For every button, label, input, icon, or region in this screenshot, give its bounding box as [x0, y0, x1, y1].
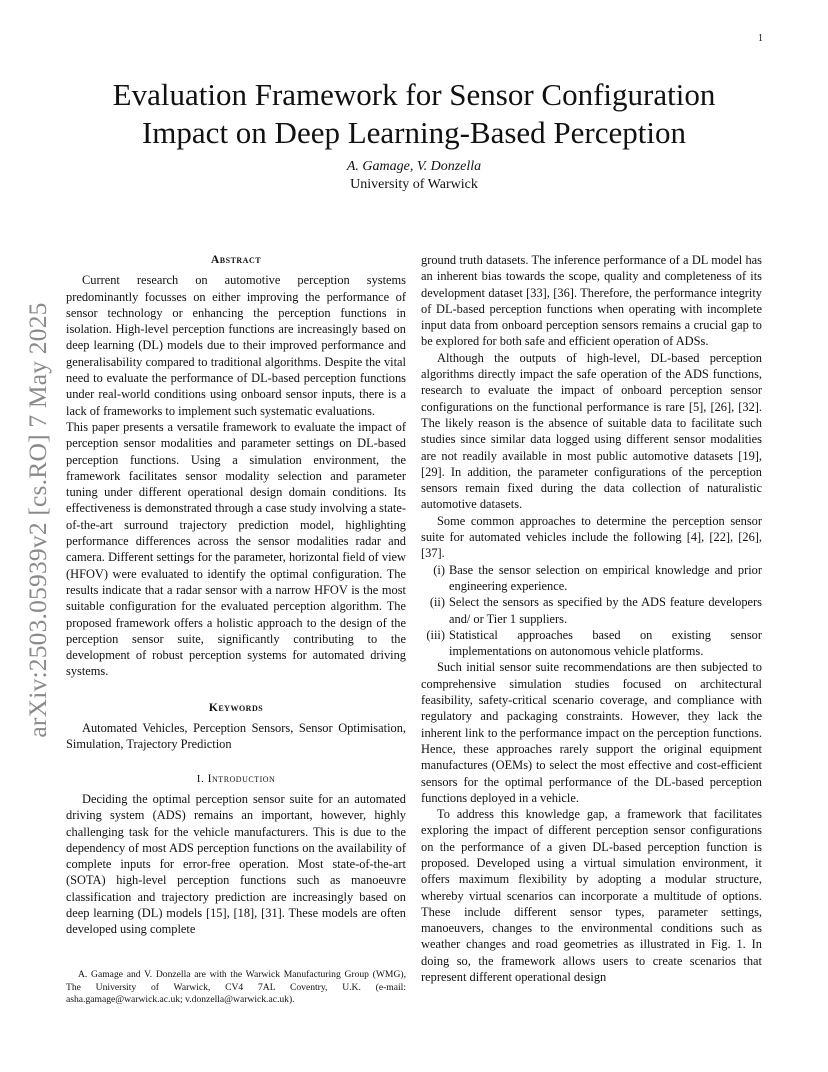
abstract-paragraph-1: Current research on automotive perception systems predominantly focusses on either improving the performance of sensor technology or enhancing the perception functions in isolation. High-level perception functions are increasingly based on deep learning (DL) models due to their improved performance and generalisability compared to traditional algorithms. Despite the vital need to evaluate the performance of DL-based perception functions under real-world conditions using onboard sensor inputs, there is a lack of frameworks to implement such systematic evaluations. [66, 273, 406, 418]
paper-title [60, 76, 768, 152]
list-item [421, 627, 762, 660]
list-item-marker: (i) [433, 562, 445, 577]
title-line-2: Impact on Deep Learning-Based Perception [141, 115, 686, 150]
list-item-marker: (iii) [426, 627, 445, 642]
affiliation: University of Warwick [350, 177, 478, 192]
footnote-text: A. Gamage and V. Donzella are with the Warwick Manufacturing Group (WMG), The University of Warwick, CV4 7AL Coventry, U.K. (e-mail: asha.gamage@warwick.ac.uk; v.donzella@warwick.ac.uk). [66, 969, 406, 1006]
introduction-paragraph-1: Deciding the optimal perception sensor suite for an automated driving system (ADS) remains an important, however, highly challenging task for the vehicle manufacturers. This is due to the dependency of most ADS perception functions on the availability of complete inputs for error-free operation. Most state-of-the-art (SOTA) high-level perception functions such as manoeuvre classification and trajectory prediction are increasingly based on deep learning (DL) models [15], [18], [31]. These models are often developed using complete [66, 791, 406, 937]
keywords-heading: Keywords [208, 700, 264, 714]
list-item-marker: (ii) [429, 595, 445, 610]
abstract-heading: Abstract [210, 253, 262, 266]
introduction-paragraph-2: Although the outputs of high-level, DL-based perception algorithms directly impact the safe operation of the ADS functions, research to evaluate the impact of onboard perception sensor configurations on the functional performance is rare [5], [26], [32]. The likely reason is the absence of suitable data to facilitate such studies since similar data logged using different sensor modalities are not readily available in most public automotive datasets [19], [29]. In addition, the parameter configurations of the perception sensors remain fixed during the data collection of naturalistic automotive datasets. [421, 350, 762, 512]
keywords-text: Automated Vehicles, Perception Sensors, Sensor Optimisation, Simulation, Trajectory Prediction [66, 721, 406, 752]
page-number: 1 [758, 33, 763, 44]
arxiv-identifier-text: arXiv:2503.05939v2 [cs.RO] 7 May 2025 [23, 302, 52, 738]
right-column [421, 252, 762, 985]
list-item-text: Base the sensor selection on empirical knowledge and prior engineering experience. [449, 562, 762, 593]
introduction-paragraph-1-continued: ground truth datasets. The inference performance of a DL model has an inherent bias towards the scope, quality and completeness of its development dataset [33], [36]. Therefore, the performance integrity of DL-based perception functions when operating with incomplete input data from onboard perception sensors remains a crucial gap to be explored for both safe and efficient operation of ADSs. [421, 253, 762, 349]
author-footnote [66, 969, 406, 1007]
list-item [421, 594, 762, 627]
list-item [421, 562, 762, 595]
left-column [66, 252, 406, 938]
list-item-text: Select the sensors as specified by the ADS feature developers and/ or Tier 1 suppliers. [449, 595, 762, 626]
introduction-paragraph-3: Some common approaches to determine the perception sensor suite for automated vehicles include the following [4], [22], [26], [37]. [421, 513, 762, 561]
list-item-text: Statistical approaches based on existing sensor implementations on autonomous vehicle platforms. [449, 627, 762, 659]
introduction-heading [66, 771, 406, 787]
introduction-heading-number: I. [196, 772, 205, 785]
approach-list [421, 562, 762, 660]
introduction-paragraph-4: Such initial sensor suite recommendations are then subjected to comprehensive simulation studies focused on architectural feasibility, safety-critical scenario coverage, and compliance with regulatory and packaging constraints. However, they lack the inherent link to the performance impact on the perception functions. Hence, these approaches rarely support the original equipment manufactures (OEMs) to select the most effective and cost-efficient sensors for the optimal performance of the DL-based perception functions deployed in a vehicle. [421, 660, 762, 805]
introduction-heading-text: Introduction [207, 771, 276, 785]
introduction-paragraph-5: To address this knowledge gap, a framework that facilitates exploring the impact of different perception sensor configurations on the performance of a given DL-based perception function is proposed. Developed using a virtual simulation environment, it offers maximum flexibility by adopting a modular structure, whereby virtual scenarios can incorporate a multitude of options. These include different sensor types, parameter settings, manoeuvers, changes to the environmental conditions such as weather changes and road geometries as illustrated in Fig. 1. In doing so, the framework allows users to create scenarios that represent different operational design [421, 807, 762, 985]
abstract-paragraph-2: This paper presents a versatile framework to evaluate the impact of perception sensor modalities and parameter settings on DL-based perception functions. Using a simulation environment, the framework facilitates sensor modality selection and parameter tuning under different operational design domain conditions. Its effectiveness is demonstrated through a case study involving a state-of-the-art surround trajectory prediction model, highlighting performance differences across the sensor modalities radar and camera. Different settings for the parameter, horizontal field of view (HFOV) were evaluated to identify the optimal configuration. The results indicate that a radar sensor with a narrow HFOV is the most suitable configuration for the evaluated perception algorithm. The proposed framework offers a holistic approach to the design of the perception sensor suite, significantly contributing to the development of robust perception systems for automated driving systems. [66, 419, 406, 679]
title-line-1: Evaluation Framework for Sensor Configuration [112, 77, 716, 112]
arxiv-identifier-stamp [18, 285, 58, 755]
authors: A. Gamage, V. Donzella [346, 159, 482, 174]
